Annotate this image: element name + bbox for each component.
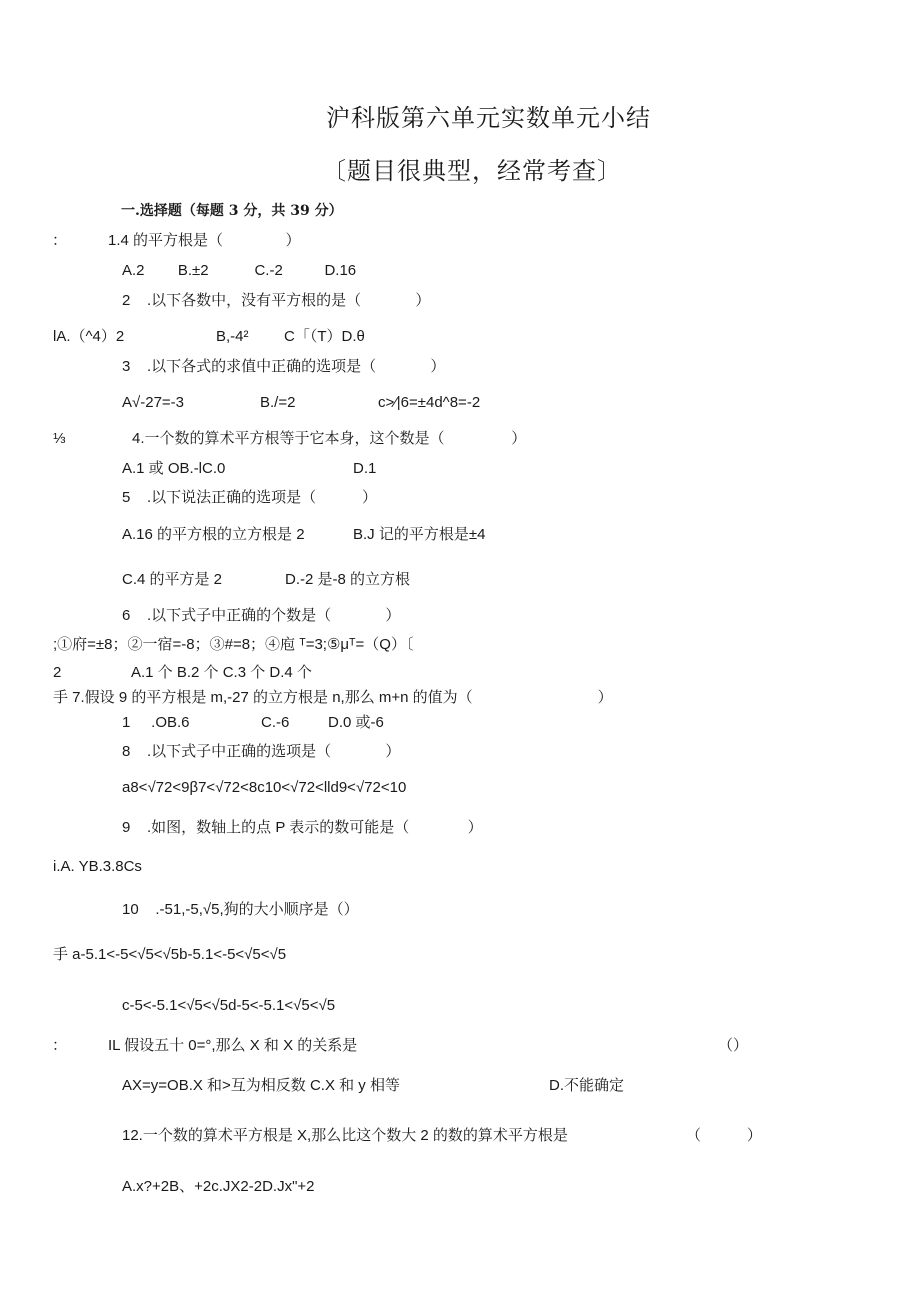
question-10-options-cd: c-5<-5.1<√5<√5d-5<-5.1<√5<√5 [122, 997, 336, 1014]
question-10: 10 .-51,-5,√5,狗的大小顺序是（） [122, 901, 359, 918]
question-11-option-d: D.不能确定 [549, 1077, 625, 1094]
question-2-option-b: B,-4² [216, 328, 249, 345]
question-12-answer-blank: （ ） [686, 1127, 762, 1144]
question-4-option-d: D.1 [353, 460, 377, 477]
question-1: 1.4 的平方根是（ ） [108, 232, 301, 249]
document-title: 沪科版第六单元实数单元小结 [326, 104, 651, 132]
margin-mark: ： [52, 232, 68, 249]
margin-mark: ： [52, 1037, 68, 1054]
question-7: 手 7.假设 9 的平方根是 m,-27 的立方根是 n,那么 m+n 的值为（ ） [53, 689, 613, 706]
question-9-options: i.A. YB.3.8Cs [53, 858, 142, 875]
question-6-expressions: ;①府=±8；②一宿=-8；③#=8；④庖 ᵀ=3;⑤μᵀ=（Q）〔 [53, 636, 414, 653]
document-subtitle: 〔题目很典型，经常考查〕 [322, 157, 622, 185]
question-5: 5 .以下说法正确的选项是（ ） [122, 489, 378, 506]
question-10-options-ab: 手 a-5.1<-5<√5<√5b-5.1<-5<√5<√5 [53, 946, 287, 963]
question-6-options: A.1 个 B.2 个 C.3 个 D.4 个 [131, 664, 312, 681]
question-2-option-cd: C「（T）D.θ [284, 328, 365, 345]
question-8-options: a8<√72<9β7<√72<8c10<√72<lld9<√72<10 [122, 779, 407, 796]
question-4-options-abc: A.1 或 OB.-lC.0 [122, 460, 226, 477]
question-6: 6 .以下式子中正确的个数是（ ） [122, 607, 401, 624]
question-7-option-d: D.0 或-6 [328, 714, 384, 731]
question-5-option-a: A.16 的平方根的立方根是 2 [122, 526, 305, 543]
question-3-option-a: A√-27=-3 [122, 394, 185, 411]
question-11-options-abc: AX=y=OB.X 和>互为相反数 C.X 和 y 相等 [122, 1077, 400, 1094]
question-12: 12.一个数的算术平方根是 X,那么比这个数大 2 的数的算术平方根是 [122, 1127, 568, 1144]
question-5-option-b: B.J 记的平方根是±4 [353, 526, 486, 543]
margin-mark: 2 [53, 664, 62, 681]
question-7-option-c: C.-6 [261, 714, 290, 731]
question-9: 9 .如图，数轴上的点 P 表示的数可能是（ ） [122, 819, 483, 836]
question-7-options-ab: 1 .OB.6 [122, 714, 190, 731]
question-1-options: A.2 B.±2 C.-2 D.16 [122, 262, 357, 279]
question-2-option-a: lA.（^4）2 [53, 328, 125, 345]
question-4: 4.一个数的算术平方根等于它本身，这个数是（ ） [132, 430, 527, 447]
margin-mark: ⅓ [53, 430, 66, 447]
question-5-option-c: C.4 的平方是 2 [122, 571, 223, 588]
question-3-option-b: B./=2 [260, 394, 296, 411]
question-5-option-d: D.-2 是-8 的立方根 [285, 571, 411, 588]
question-11-answer-blank: （） [718, 1037, 749, 1054]
question-12-options: A.x?+2B、+2c.JX2-2D.Jx"+2 [122, 1178, 315, 1195]
question-3: 3 .以下各式的求值中正确的选项是（ ） [122, 358, 446, 375]
section-heading: 一.选择题（每题 3 分，共 39 分） [121, 203, 343, 219]
question-2: 2 .以下各数中，没有平方根的是（ ） [122, 292, 431, 309]
question-11: IL 假设五十 0=°,那么 X 和 X 的关系是 [108, 1037, 358, 1054]
question-3-option-cd: c>⁄|6=±4d^8=-2 [378, 394, 481, 411]
question-8: 8 .以下式子中正确的选项是（ ） [122, 743, 401, 760]
